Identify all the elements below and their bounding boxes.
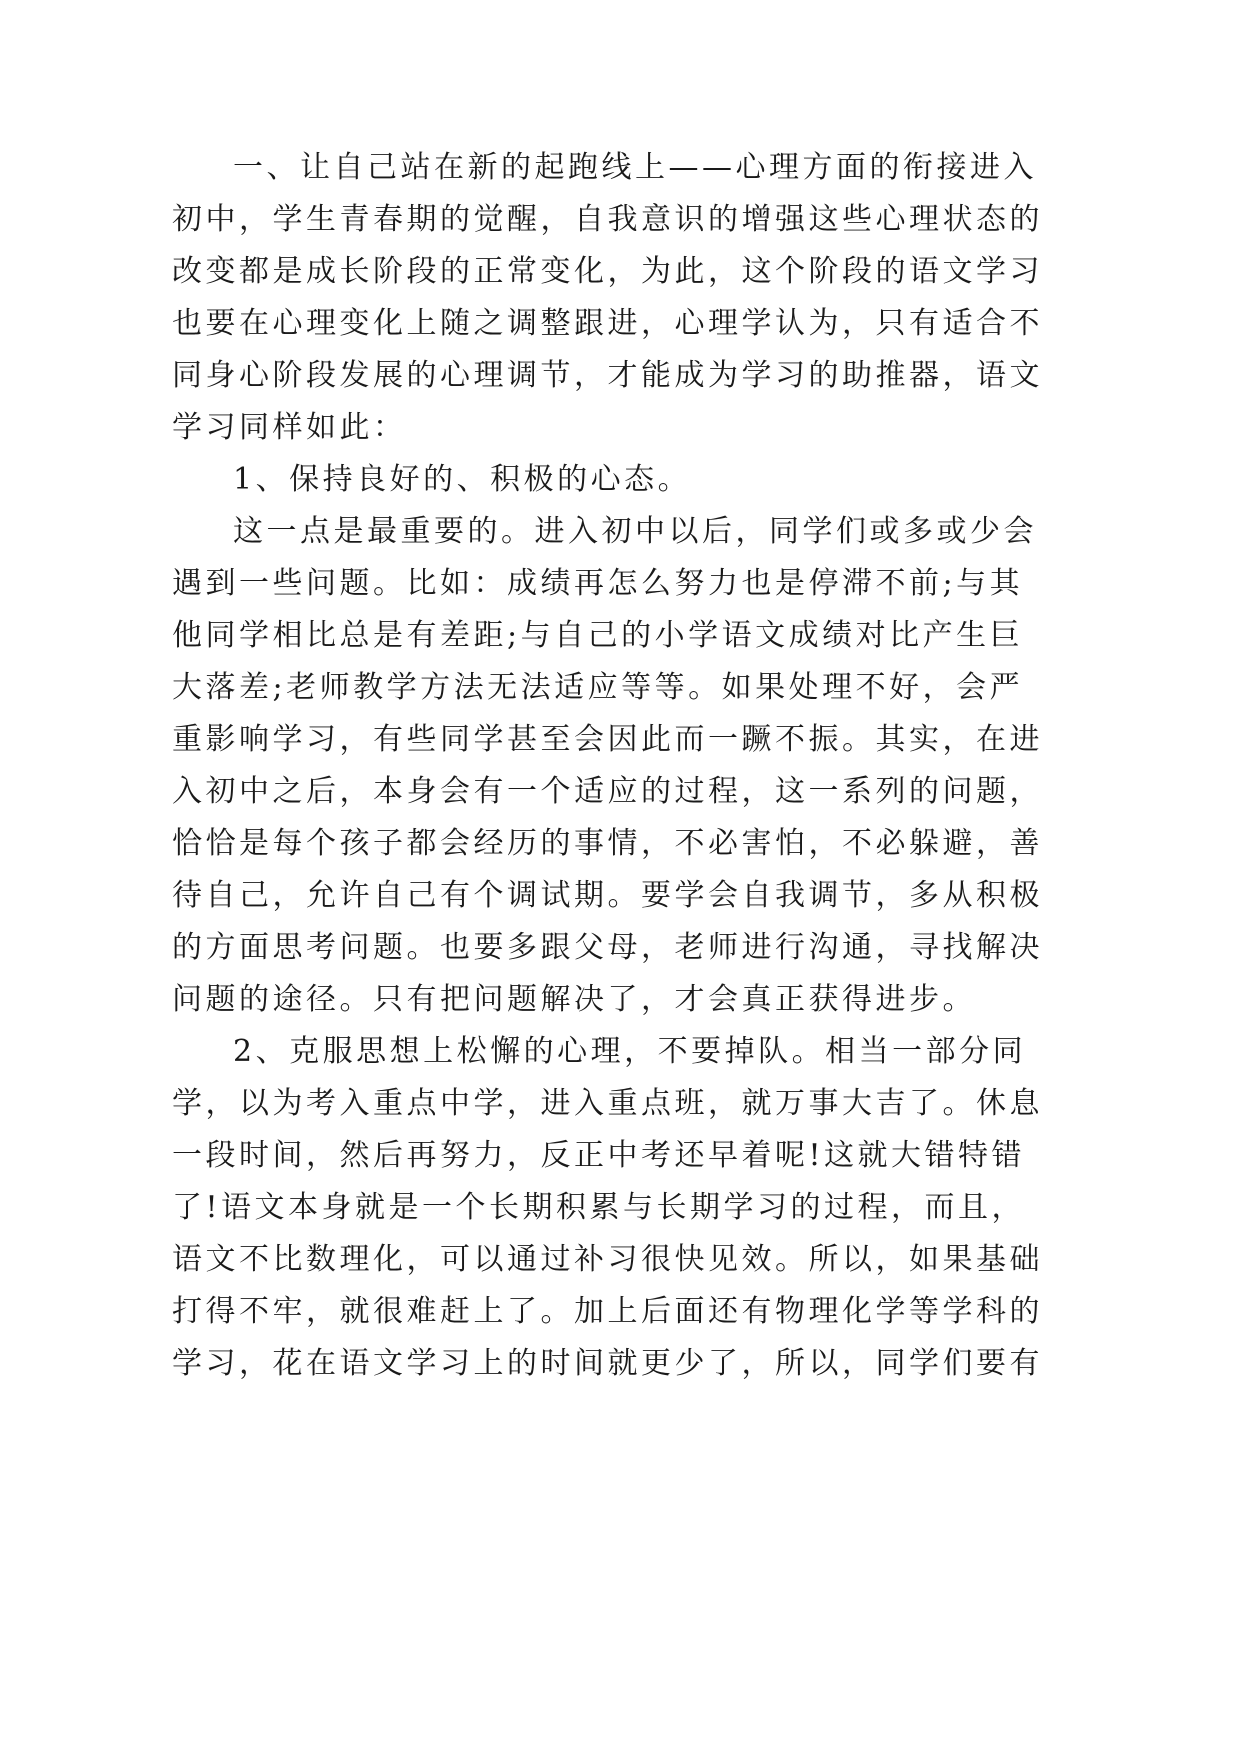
text-line: 学习同样如此：: [172, 410, 407, 445]
text-line: 入初中之后，本身会有一个适应的过程，这一系列的问题，: [172, 774, 1043, 809]
text-line: 2、克服思想上松懈的心理，不要掉队。相当一部分同: [233, 1034, 1027, 1069]
text-line: 一、让自己站在新的起跑线上——心理方面的衔接进入: [233, 150, 1037, 185]
text-line: 待自己，允许自己有个调试期。要学会自我调节，多从积极: [172, 878, 1043, 913]
text-line: 初中，学生青春期的觉醒，自我意识的增强这些心理状态的: [172, 202, 1043, 237]
text-line: 语文不比数理化，可以通过补习很快见效。所以，如果基础: [172, 1242, 1043, 1277]
text-line: 遇到一些问题。比如：成绩再怎么努力也是停滞不前;与其: [172, 566, 1024, 601]
text-line: 重影响学习，有些同学甚至会因此而一蹶不振。其实，在进: [172, 722, 1043, 757]
text-line: 学习，花在语文学习上的时间就更少了，所以，同学们要有: [172, 1346, 1043, 1381]
text-line: 一段时间，然后再努力，反正中考还早着呢!这就大错特错: [172, 1138, 1026, 1173]
text-line: 学，以为考入重点中学，进入重点班，就万事大吉了。休息: [172, 1086, 1043, 1121]
text-line: 了!语文本身就是一个长期积累与长期学习的过程，而且，: [172, 1190, 1026, 1225]
text-line: 改变都是成长阶段的正常变化，为此，这个阶段的语文学习: [172, 254, 1043, 289]
text-line: 大落差;老师教学方法无法适应等等。如果处理不好，会严: [172, 670, 1024, 705]
text-line: 同身心阶段发展的心理调节，才能成为学习的助推器，语文: [172, 358, 1043, 393]
text-line: 打得不牢，就很难赶上了。加上后面还有物理化学等学科的: [172, 1294, 1043, 1329]
text-line: 恰恰是每个孩子都会经历的事情，不必害怕，不必躲避，善: [172, 826, 1043, 861]
text-line: 也要在心理变化上随之调整跟进，心理学认为，只有适合不: [172, 306, 1043, 341]
text-line: 的方面思考问题。也要多跟父母，老师进行沟通，寻找解决: [172, 930, 1043, 965]
text-line: 他同学相比总是有差距;与自己的小学语文成绩对比产生巨: [172, 618, 1024, 653]
text-line: 1、保持良好的、积极的心态。: [233, 462, 692, 497]
text-line: 问题的途径。只有把问题解决了，才会真正获得进步。: [172, 982, 976, 1017]
text-line: 这一点是最重要的。进入初中以后，同学们或多或少会: [233, 514, 1037, 549]
